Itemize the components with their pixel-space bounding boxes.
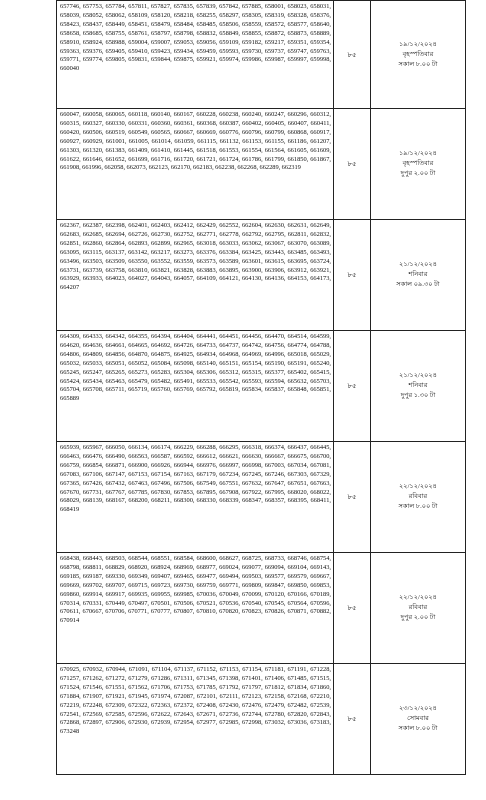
exam-day: শনিবার (408, 382, 428, 389)
schedule-cell (371, 220, 466, 331)
schedule-cell (371, 664, 466, 775)
exam-day: শনিবার (408, 271, 428, 278)
schedule-cell (371, 442, 466, 553)
table-row (57, 109, 466, 220)
candidate-count-cell: ৮৫ (334, 1, 371, 109)
candidate-count-cell: ৮৫ (334, 109, 371, 220)
table-row (57, 442, 466, 553)
exam-time: সকাল ৮.০০ টা (398, 725, 438, 732)
exam-time: দুপুর ১.৩০ টা (400, 392, 436, 399)
candidate-count-cell: ৮৫ (334, 553, 371, 664)
roll-numbers-cell: 662367, 662387, 662398, 662401, 662403, 662412, 662429, 662552, 662604, 662630, 662631, 662649, 662683, 662685, 662694, 662726, 662730, 662752, 662771, 662778, 662792, 662795, 662811, 662832, 662851, 662860, 662864, 662893, 662899, 662965, 663018, 663033, 663062, 663067, 663070, 663089, 663095, 663115, 663137, 663142, 663217, 663273, 663376, 663384, 663425, 663443, 663485, 663493, 663496, 663503, 663509, 663550, 663552, 663559, 663573, 663589, 663601, 663615, 663695, 663724, 663731, 663739, 663758, 663810, 663821, 663828, 663883, 663895, 663900, 663906, 663912, 663921, 663929, 663933, 664023, 664027, 664043, 664057, 664109, 664121, 664130, 664136, 664153, 664173, 664207 (57, 220, 334, 331)
exam-date: ২৩/১২/২০২৪ (399, 705, 437, 712)
schedule-cell (371, 1, 466, 109)
roll-numbers-cell: 670925, 670932, 670944, 671091, 671104, 671137, 671152, 671153, 671154, 671181, 671191, 671228, 671257, 671262, 671272, 671279, 671286, 671311, 671345, 671398, 671401, 671406, 671485, 671515, 671524, 671546, 671551, 671562, 671706, 671753, 671785, 671792, 671797, 671812, 671834, 671860, 671884, 671907, 671921, 671945, 671974, 672087, 672101, 672111, 672123, 672158, 672168, 672210, 672219, 672248, 672309, 672322, 672363, 672372, 672408, 672430, 672476, 672479, 672482, 672539, 672541, 672569, 672585, 672596, 672622, 672643, 672671, 672736, 672744, 672780, 672820, 672843, 672868, 672897, 672906, 672930, 672939, 672954, 672977, 672985, 672998, 673032, 673036, 673183, 673248 (57, 664, 334, 775)
table-row (57, 664, 466, 775)
roll-numbers-cell: 660047, 660058, 660065, 660118, 660140, 660167, 660228, 660238, 660240, 660247, 660296, 660312, 660315, 660327, 660330, 660331, 660360, 660361, 660368, 660387, 660402, 660405, 660407, 660411, 660420, 660506, 660519, 660549, 660565, 660667, 660669, 660776, 660796, 660799, 660868, 660917, 660927, 660929, 661001, 661005, 661014, 661059, 661115, 661132, 661153, 661155, 661186, 661207, 661303, 661320, 661383, 661409, 661410, 661445, 661518, 661553, 661554, 661564, 661605, 661609, 661622, 661646, 661652, 661699, 661716, 661720, 661721, 661724, 661786, 661799, 661850, 661867, 661908, 661996, 662058, 662073, 662123, 662170, 662183, 662238, 662268, 662289, 662319 (57, 109, 334, 220)
schedule-cell (371, 109, 466, 220)
candidate-count-cell: ৮৫ (334, 664, 371, 775)
exam-schedule-table (56, 0, 466, 775)
exam-day: বৃহস্পতিবার (402, 160, 434, 167)
exam-date: ১৯/১২/২০২৪ (399, 40, 437, 48)
exam-date: ২২/১২/২০২৪ (399, 483, 437, 490)
exam-time: সকাল ৮.০০ টা (398, 60, 438, 68)
exam-date: ১৯/১২/২০২৪ (399, 150, 437, 157)
candidate-count-cell: ৮৫ (334, 220, 371, 331)
exam-time: সকাল ০৯.৩০ টা (396, 281, 440, 288)
exam-date: ২১/১২/২০২৪ (399, 261, 437, 268)
roll-numbers-cell: 664309, 664333, 664342, 664355, 664394, 664404, 664441, 664451, 664456, 664470, 664514, 664599, 664620, 664636, 664661, 664665, 664692, 664726, 664733, 664737, 664742, 664756, 664774, 664788, 664806, 664809, 664856, 664870, 664875, 664925, 664934, 664968, 664969, 664996, 665018, 665029, 665032, 665033, 665051, 665052, 665084, 665098, 665140, 665151, 665154, 665190, 665191, 665240, 665245, 665247, 665265, 665273, 665283, 665304, 665306, 665312, 665315, 665377, 665402, 665415, 665424, 665434, 665463, 665479, 665482, 665491, 665533, 665542, 665593, 665594, 665632, 665703, 665704, 665708, 665711, 665719, 665760, 665769, 665792, 665819, 665834, 665837, 665848, 665851, 665889 (57, 331, 334, 442)
exam-day: রবিবার (408, 493, 428, 500)
exam-day: বৃহস্পতিবার (402, 50, 434, 58)
exam-day: সোমবার (407, 715, 429, 722)
exam-date: ২২/১২/২০২৪ (399, 594, 437, 601)
exam-schedule-page (56, 0, 457, 775)
roll-numbers-cell: 665939, 665967, 666050, 666134, 666174, 666229, 666288, 666295, 666318, 666374, 666437, 666445, 666463, 666476, 666490, 666563, 666587, 666592, 666612, 666621, 666630, 666667, 666675, 666700, 666759, 666854, 666871, 666900, 666926, 666944, 666976, 666997, 666998, 667003, 667034, 667081, 667083, 667106, 667147, 667153, 667154, 667163, 667179, 667234, 667245, 667246, 667303, 667329, 667365, 667426, 667432, 667463, 667496, 667506, 667549, 667551, 667632, 667647, 667651, 667663, 667670, 667731, 667767, 667785, 667830, 667853, 667895, 667908, 667922, 667995, 668020, 668022, 668029, 668139, 668167, 668200, 668211, 668300, 668330, 668339, 668347, 668357, 668395, 668411, 668419 (57, 442, 334, 553)
schedule-cell (371, 553, 466, 664)
roll-numbers-cell: 668438, 668443, 668503, 668544, 668551, 668584, 668600, 668627, 668725, 668733, 668746, 668754, 668798, 668811, 668829, 668920, 668924, 668969, 668977, 669024, 669077, 669094, 669104, 669143, 669185, 669187, 669330, 669349, 669407, 669465, 669477, 669494, 669503, 669577, 669579, 669667, 669669, 669702, 669707, 669715, 669723, 669730, 669759, 669771, 669809, 669847, 669850, 669853, 669860, 669914, 669917, 669935, 669955, 669985, 670036, 670049, 670099, 670120, 670166, 670189, 670314, 670331, 670449, 670497, 670501, 670506, 670521, 670536, 670540, 670545, 670564, 670596, 670611, 670667, 670706, 670771, 670777, 670807, 670810, 670820, 670823, 670826, 670871, 670882, 670914 (57, 553, 334, 664)
table-row (57, 220, 466, 331)
table-row (57, 553, 466, 664)
exam-day: রবিবার (408, 604, 428, 611)
candidate-count-cell: ৮৫ (334, 442, 371, 553)
candidate-count-cell: ৮৫ (334, 331, 371, 442)
table-row (57, 331, 466, 442)
exam-time: সকাল ৮.০০ টা (398, 503, 438, 510)
exam-time: দুপুর ২.০০ টা (400, 170, 436, 177)
schedule-cell (371, 331, 466, 442)
exam-date: ২১/১২/২০২৪ (399, 372, 437, 379)
table-row (57, 1, 466, 109)
exam-time: দুপুর ২.০০ টা (400, 614, 436, 621)
roll-numbers-cell: 657746, 657753, 657784, 657811, 657827, 657835, 657839, 657842, 657885, 658001, 658023, 658031, 658039, 658052, 658062, 658109, 658120, 658218, 658255, 658297, 658305, 658319, 658328, 658376, 658423, 658437, 658449, 658451, 658479, 658484, 658485, 658506, 658559, 658572, 658577, 658640, 658658, 658685, 658755, 658761, 658797, 658798, 658832, 658849, 658855, 658872, 658873, 658889, 658910, 658924, 658988, 659004, 659007, 659053, 659056, 659109, 659182, 659217, 659351, 659354, 659363, 659376, 659405, 659410, 659423, 659434, 659459, 659593, 659730, 659737, 659747, 659763, 659771, 659774, 659805, 659831, 659844, 659875, 659921, 659974, 659986, 659987, 659997, 659998, 660040 (57, 1, 334, 109)
